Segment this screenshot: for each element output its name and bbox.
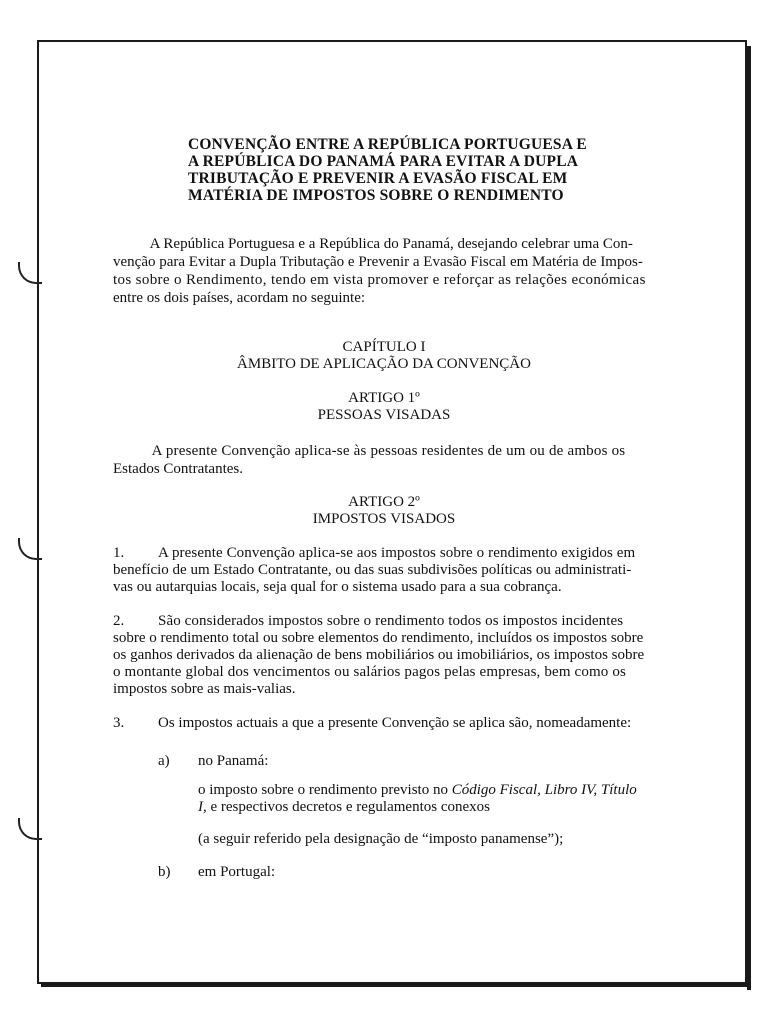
intro-line: tos sobre o Rendimento, tendo em vista promover e reforçar as relações económicas [113,272,646,288]
paragraph-1-line: vas ou autarquias locais, seja qual for o sistema usado para a sua cobrança. [113,579,562,595]
paragraph-1-line: A presente Convenção aplica-se aos impostos sobre o rendimento exigidos em [158,545,636,561]
paragraph-2-line: os ganhos derivados da alienação de bens mobiliários ou imobiliários, os impostos sobre [113,647,645,663]
item-a-label: a) [158,753,170,769]
chapter-number: CAPÍTULO I [342,339,426,355]
item-b-label: b) [158,864,171,880]
intro-line: entre os dois países, acordam no seguinte: [113,290,366,306]
paragraph-number: 1. [113,545,125,561]
paragraph-2-line: São considerados impostos sobre o rendimento todos os impostos incidentes [158,613,624,629]
article-1-text-line: A presente Convenção aplica-se às pessoas residentes de um ou de ambos os [113,443,626,459]
article-1-text-line: Estados Contratantes. [113,461,243,477]
paragraph-number: 3. [113,715,125,731]
article-2-title: IMPOSTOS VISADOS [312,511,456,527]
paragraph-2-line: impostos sobre as mais-valias. [113,681,296,697]
item-a-description [198,782,637,799]
article-1-title: PESSOAS VISADAS [317,407,451,423]
item-a-desc-citation: Código Fiscal, Libro IV, Título [451,782,637,798]
paragraph-1-line: benefício de um Estado Contratante, ou das suas subdivisões políticas ou administrati- [113,562,632,578]
item-b-text: em Portugal: [198,864,276,880]
title-line: TRIBUTAÇÃO E PREVENIR A EVASÃO FISCAL EM [188,170,568,187]
article-1-number: ARTIGO 1º [348,390,420,406]
paragraph-number: 2. [113,613,125,629]
title-line: MATÉRIA DE IMPOSTOS SOBRE O RENDIMENTO [188,187,564,204]
item-a-reference: (a seguir referido pela designação de “imposto panamense”); [198,831,564,847]
paragraph-2-line: sobre o rendimento total ou sobre elementos do rendimento, incluídos os impostos sobre [113,630,644,646]
paragraph-3-text: Os impostos actuais a que a presente Convenção se aplica são, nomeadamente: [158,715,632,731]
item-a-desc-citation: I [198,799,203,815]
intro-line: venção para Evitar a Dupla Tributação e Prevenir a Evasão Fiscal em Matéria de Impos- [113,254,643,270]
chapter-title: ÂMBITO DE APLICAÇÃO DA CONVENÇÃO [237,356,531,372]
article-2-number: ARTIGO 2º [348,494,420,510]
paragraph-2-line: o montante global dos vencimentos ou salários pagos pelas empresas, bem como os [113,664,626,680]
title-line: CONVENÇÃO ENTRE A REPÚBLICA PORTUGUESA E [188,136,587,153]
item-a-description [198,799,490,816]
title-line: A REPÚBLICA DO PANAMÁ PARA EVITAR A DUPLA [188,153,579,170]
item-a-desc-text: o imposto sobre o rendimento previsto no [198,782,452,798]
item-a-desc-text: , e respectivos decretos e regulamentos conexos [203,799,490,815]
item-a-text: no Panamá: [198,753,269,769]
document-title [188,136,587,204]
intro-line: A República Portuguesa e a República do Panamá, desejando celebrar uma Con- [113,236,633,252]
